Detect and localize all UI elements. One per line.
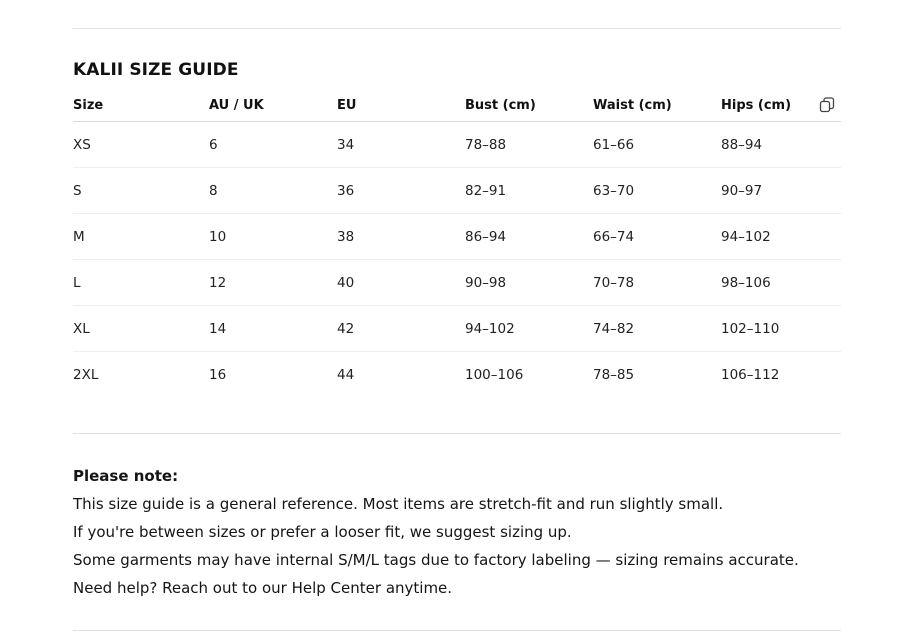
- cell-size: XL: [73, 320, 90, 337]
- cell-eu: 36: [337, 182, 355, 199]
- header-waist: Waist (cm): [593, 98, 672, 113]
- cell-bust: 94–102: [465, 320, 515, 337]
- note-help-line: [73, 577, 841, 605]
- cell-waist: 74–82: [593, 320, 635, 337]
- cell-hips: 94–102: [721, 228, 771, 245]
- cell-eu: 40: [337, 274, 355, 291]
- note-heading: Please note:: [73, 467, 179, 485]
- cell-bust: 100–106: [465, 366, 524, 383]
- cell-bust: 78–88: [465, 136, 507, 153]
- cell-bust: 86–94: [465, 228, 507, 245]
- bottom-divider: [73, 630, 841, 631]
- size-table: [73, 90, 841, 397]
- header-bust: Bust (cm): [465, 98, 536, 113]
- cell-eu: 34: [337, 136, 355, 153]
- cell-hips: 90–97: [721, 182, 763, 199]
- note-help-prefix: Need help? Reach out to our: [73, 579, 292, 597]
- cell-au-uk: 16: [209, 366, 227, 383]
- cell-hips: 88–94: [721, 136, 763, 153]
- cell-waist: 61–66: [593, 136, 635, 153]
- note-help-suffix: anytime.: [381, 579, 453, 597]
- header-size: Size: [73, 98, 104, 113]
- cell-size: M: [73, 228, 85, 245]
- table-row: [73, 260, 841, 306]
- section-divider: [73, 433, 841, 434]
- table-row: [73, 352, 841, 397]
- cell-size: L: [73, 274, 81, 291]
- table-row: [73, 122, 841, 168]
- cell-size: 2XL: [73, 366, 99, 383]
- header-hips: Hips (cm): [721, 98, 792, 113]
- note-line: If you're between sizes or prefer a looser fit, we suggest sizing up.: [73, 523, 572, 541]
- cell-au-uk: 6: [209, 136, 218, 153]
- cell-bust: 82–91: [465, 182, 507, 199]
- cell-au-uk: 12: [209, 274, 227, 291]
- top-divider: [73, 28, 841, 29]
- table-row: [73, 306, 841, 352]
- cell-size: S: [73, 182, 82, 199]
- cell-hips: 102–110: [721, 320, 780, 337]
- cell-eu: 44: [337, 366, 355, 383]
- size-guide-title: KALII SIZE GUIDE: [73, 60, 239, 80]
- cell-bust: 90–98: [465, 274, 507, 291]
- cell-au-uk: 10: [209, 228, 227, 245]
- cell-waist: 78–85: [593, 366, 635, 383]
- header-au-uk: AU / UK: [209, 98, 264, 113]
- cell-eu: 42: [337, 320, 355, 337]
- header-eu: EU: [337, 98, 357, 113]
- cell-waist: 70–78: [593, 274, 635, 291]
- help-center-link[interactable]: Help Center: [291, 579, 382, 597]
- note-line: This size guide is a general reference. Most items are stretch-fit and run slightly small.: [73, 495, 724, 513]
- table-row: [73, 168, 841, 214]
- cell-au-uk: 8: [209, 182, 218, 199]
- cell-eu: 38: [337, 228, 355, 245]
- cell-hips: 106–112: [721, 366, 780, 383]
- cell-hips: 98–106: [721, 274, 771, 291]
- cell-au-uk: 14: [209, 320, 227, 337]
- size-note: [73, 465, 841, 605]
- note-line: Some garments may have internal S/M/L tags due to factory labeling — sizing remains accurate.: [73, 551, 799, 569]
- cell-size: XS: [73, 136, 91, 153]
- cell-waist: 66–74: [593, 228, 635, 245]
- table-row: [73, 214, 841, 260]
- copy-icon[interactable]: [818, 96, 836, 114]
- table-header-row: [73, 90, 841, 122]
- cell-waist: 63–70: [593, 182, 635, 199]
